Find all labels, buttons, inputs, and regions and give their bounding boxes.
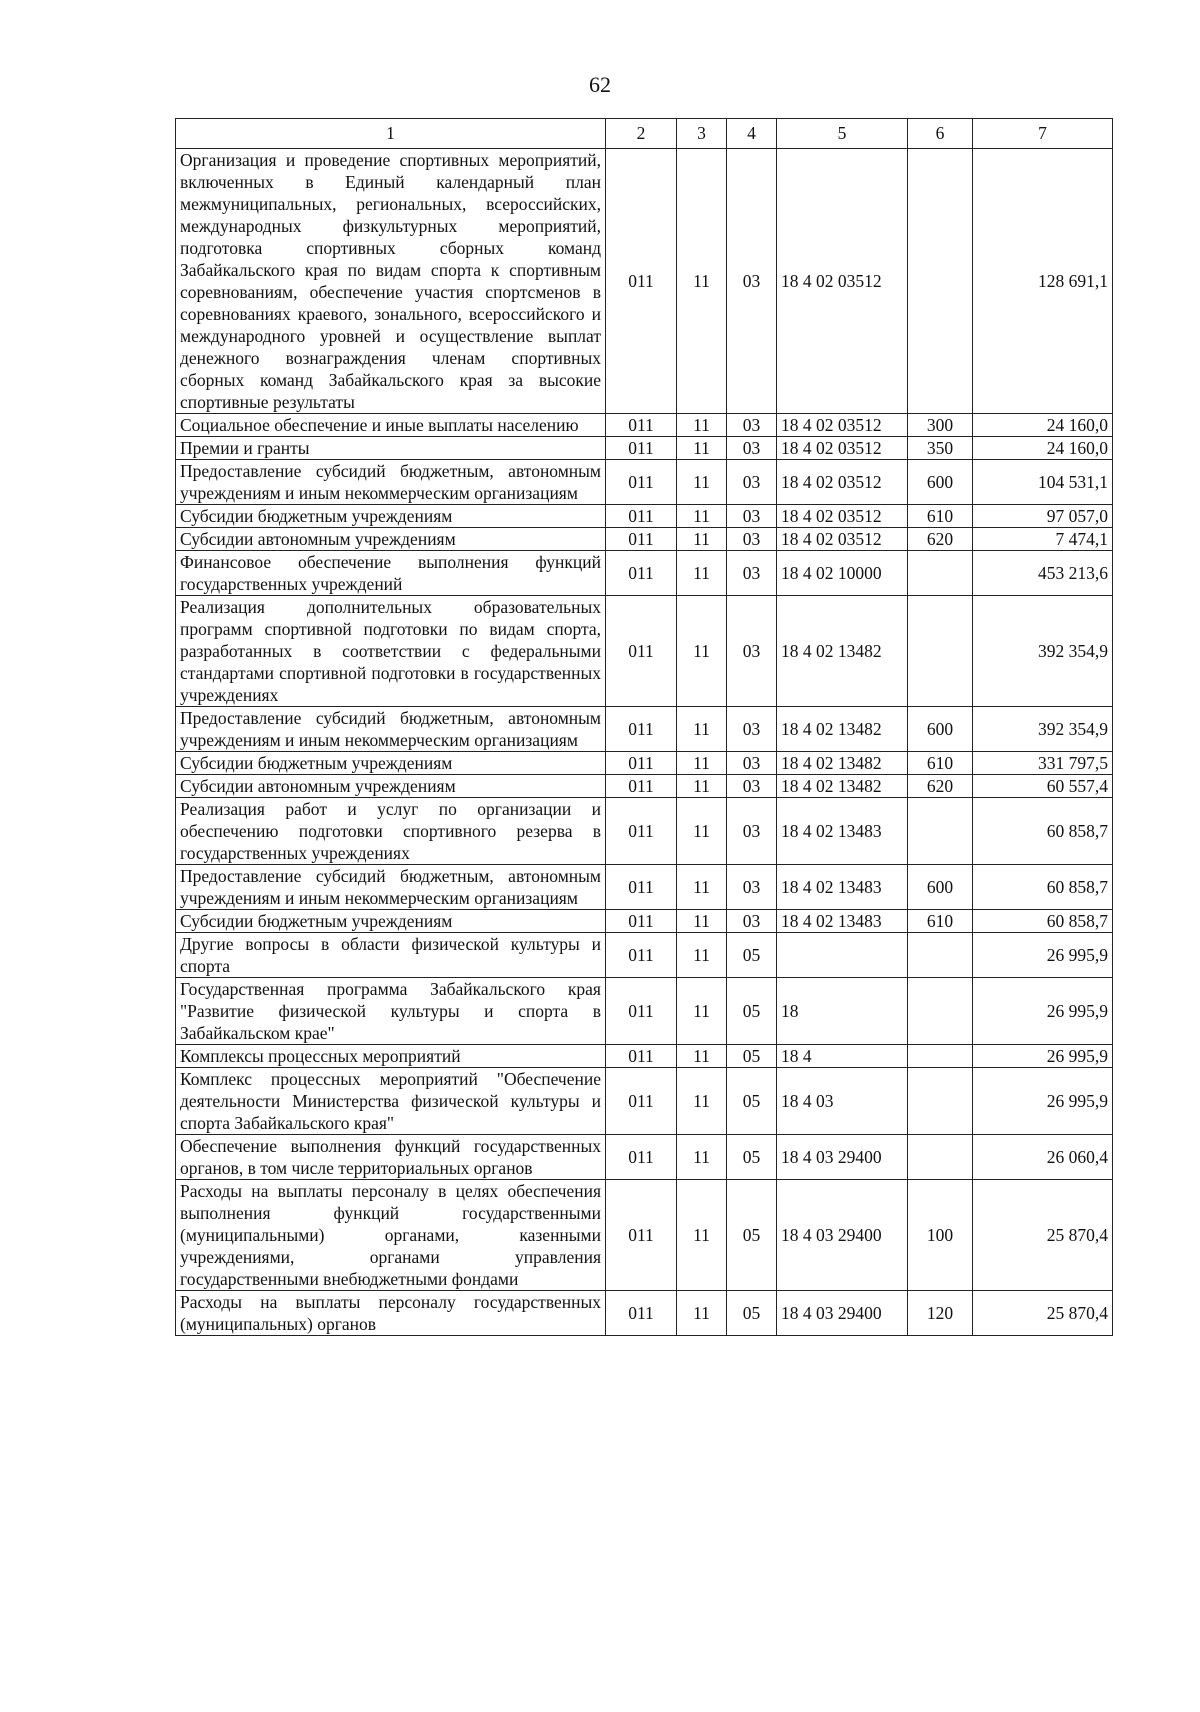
row-amount: 104 531,1 xyxy=(973,460,1113,505)
row-description: Социальное обеспечение и иные выплаты населению xyxy=(176,414,606,437)
row-description: Реализация дополнительных образовательных программ спортивной подготовки по видам спорта, разработанных в соответствии с федеральными стандартами спортивной подготовки в государственных учреждениях xyxy=(176,596,606,707)
row-section-code: 11 xyxy=(677,414,727,437)
row-description: Расходы на выплаты персоналу в целях обеспечения выполнения функций государственными (муниципальными) органами, казенными учреждениями, органами управления государственными внебюджетными фондами xyxy=(176,1180,606,1291)
row-description: Субсидии автономным учреждениям xyxy=(176,528,606,551)
row-description: Субсидии автономным учреждениям xyxy=(176,775,606,798)
row-amount: 60 858,7 xyxy=(973,865,1113,910)
row-target-article: 18 4 03 xyxy=(777,1068,908,1135)
row-subsection-code: 05 xyxy=(727,978,777,1045)
row-description: Реализация работ и услуг по организации и обеспечению подготовки спортивного резерва в государственных учреждениях xyxy=(176,798,606,865)
row-section-code: 11 xyxy=(677,1068,727,1135)
header-cell: 1 xyxy=(176,119,606,149)
row-target-article: 18 4 02 10000 xyxy=(777,551,908,596)
row-ministry-code: 011 xyxy=(606,798,677,865)
row-target-article: 18 4 02 03512 xyxy=(777,460,908,505)
row-target-article: 18 4 02 03512 xyxy=(777,437,908,460)
table-row xyxy=(176,1135,1113,1180)
table-row xyxy=(176,437,1113,460)
row-ministry-code: 011 xyxy=(606,528,677,551)
table-row xyxy=(176,707,1113,752)
row-subsection-code: 03 xyxy=(727,910,777,933)
row-expense-type xyxy=(908,978,973,1045)
row-expense-type: 610 xyxy=(908,910,973,933)
row-ministry-code: 011 xyxy=(606,933,677,978)
row-subsection-code: 03 xyxy=(727,528,777,551)
row-description: Комплекс процессных мероприятий "Обеспечение деятельности Министерства физической культуры и спорта Забайкальского края" xyxy=(176,1068,606,1135)
row-amount: 26 995,9 xyxy=(973,978,1113,1045)
row-amount: 60 858,7 xyxy=(973,910,1113,933)
row-expense-type: 100 xyxy=(908,1180,973,1291)
row-amount: 60 557,4 xyxy=(973,775,1113,798)
table-row xyxy=(176,149,1113,414)
row-amount: 128 691,1 xyxy=(973,149,1113,414)
header-cell: 7 xyxy=(973,119,1113,149)
row-target-article: 18 xyxy=(777,978,908,1045)
row-target-article: 18 4 02 13483 xyxy=(777,798,908,865)
row-description: Премии и гранты xyxy=(176,437,606,460)
row-section-code: 11 xyxy=(677,551,727,596)
row-target-article: 18 4 02 13482 xyxy=(777,707,908,752)
row-description: Предоставление субсидий бюджетным, автономным учреждениям и иным некоммерческим организациям xyxy=(176,865,606,910)
row-section-code: 11 xyxy=(677,1180,727,1291)
row-amount: 24 160,0 xyxy=(973,437,1113,460)
row-amount: 26 995,9 xyxy=(973,933,1113,978)
table-row xyxy=(176,505,1113,528)
row-ministry-code: 011 xyxy=(606,437,677,460)
row-section-code: 11 xyxy=(677,1045,727,1068)
row-expense-type xyxy=(908,933,973,978)
row-subsection-code: 03 xyxy=(727,596,777,707)
table-row xyxy=(176,1291,1113,1336)
row-amount: 453 213,6 xyxy=(973,551,1113,596)
row-section-code: 11 xyxy=(677,933,727,978)
row-expense-type xyxy=(908,1045,973,1068)
row-expense-type xyxy=(908,798,973,865)
table-row xyxy=(176,460,1113,505)
header-cell: 6 xyxy=(908,119,973,149)
row-amount: 25 870,4 xyxy=(973,1180,1113,1291)
row-section-code: 11 xyxy=(677,865,727,910)
row-target-article: 18 4 02 13482 xyxy=(777,775,908,798)
row-target-article: 18 4 02 03512 xyxy=(777,414,908,437)
row-description: Обеспечение выполнения функций государственных органов, в том числе территориальных органов xyxy=(176,1135,606,1180)
row-ministry-code: 011 xyxy=(606,460,677,505)
row-target-article: 18 4 02 13482 xyxy=(777,596,908,707)
row-subsection-code: 03 xyxy=(727,460,777,505)
row-ministry-code: 011 xyxy=(606,414,677,437)
row-section-code: 11 xyxy=(677,752,727,775)
table-row xyxy=(176,528,1113,551)
row-description: Субсидии бюджетным учреждениям xyxy=(176,752,606,775)
table-row xyxy=(176,798,1113,865)
row-target-article: 18 4 02 03512 xyxy=(777,149,908,414)
row-section-code: 11 xyxy=(677,1291,727,1336)
row-target-article: 18 4 03 29400 xyxy=(777,1180,908,1291)
row-amount: 25 870,4 xyxy=(973,1291,1113,1336)
row-ministry-code: 011 xyxy=(606,1045,677,1068)
row-ministry-code: 011 xyxy=(606,1180,677,1291)
row-expense-type: 120 xyxy=(908,1291,973,1336)
row-expense-type xyxy=(908,1135,973,1180)
row-description: Государственная программа Забайкальского края "Развитие физической культуры и спорта в Забайкальском крае" xyxy=(176,978,606,1045)
row-target-article: 18 4 02 03512 xyxy=(777,528,908,551)
row-description: Финансовое обеспечение выполнения функций государственных учреждений xyxy=(176,551,606,596)
header-cell: 4 xyxy=(727,119,777,149)
table-row xyxy=(176,775,1113,798)
row-ministry-code: 011 xyxy=(606,551,677,596)
table-row xyxy=(176,1068,1113,1135)
row-subsection-code: 03 xyxy=(727,551,777,596)
row-section-code: 11 xyxy=(677,798,727,865)
row-subsection-code: 05 xyxy=(727,1291,777,1336)
row-description: Субсидии бюджетным учреждениям xyxy=(176,910,606,933)
row-subsection-code: 03 xyxy=(727,149,777,414)
row-expense-type: 300 xyxy=(908,414,973,437)
row-amount: 97 057,0 xyxy=(973,505,1113,528)
row-amount: 26 060,4 xyxy=(973,1135,1113,1180)
table-row xyxy=(176,1180,1113,1291)
row-expense-type: 600 xyxy=(908,865,973,910)
row-description: Предоставление субсидий бюджетным, автономным учреждениям и иным некоммерческим организациям xyxy=(176,707,606,752)
row-section-code: 11 xyxy=(677,528,727,551)
row-subsection-code: 05 xyxy=(727,1068,777,1135)
row-expense-type xyxy=(908,596,973,707)
row-ministry-code: 011 xyxy=(606,1068,677,1135)
header-cell: 3 xyxy=(677,119,727,149)
row-target-article: 18 4 02 13482 xyxy=(777,752,908,775)
row-ministry-code: 011 xyxy=(606,505,677,528)
row-ministry-code: 011 xyxy=(606,1291,677,1336)
row-expense-type: 600 xyxy=(908,707,973,752)
table-row xyxy=(176,910,1113,933)
row-section-code: 11 xyxy=(677,910,727,933)
row-target-article xyxy=(777,933,908,978)
row-description: Расходы на выплаты персоналу государственных (муниципальных) органов xyxy=(176,1291,606,1336)
row-ministry-code: 011 xyxy=(606,978,677,1045)
row-ministry-code: 011 xyxy=(606,865,677,910)
row-section-code: 11 xyxy=(677,596,727,707)
table-row xyxy=(176,1045,1113,1068)
row-expense-type: 620 xyxy=(908,775,973,798)
row-expense-type: 610 xyxy=(908,752,973,775)
row-subsection-code: 05 xyxy=(727,1045,777,1068)
row-section-code: 11 xyxy=(677,978,727,1045)
row-target-article: 18 4 xyxy=(777,1045,908,1068)
row-amount: 26 995,9 xyxy=(973,1045,1113,1068)
row-subsection-code: 03 xyxy=(727,752,777,775)
row-ministry-code: 011 xyxy=(606,1135,677,1180)
row-description: Организация и проведение спортивных мероприятий, включенных в Единый календарный план межмуниципальных, региональных, всероссийских, международных физкультурных мероприятий, подготовка спортивных сборных команд Забайкальского края по видам спорта к спортивным соревнованиям, обеспечение участия спортсменов в соревнованиях краевого, зонального, всероссийского и международного уровней и осуществление выплат денежного вознаграждения членам спортивных сборных команд Забайкальского края за высокие спортивные результаты xyxy=(176,149,606,414)
row-subsection-code: 05 xyxy=(727,1180,777,1291)
table-row xyxy=(176,551,1113,596)
row-expense-type: 620 xyxy=(908,528,973,551)
row-expense-type: 350 xyxy=(908,437,973,460)
row-subsection-code: 03 xyxy=(727,505,777,528)
row-ministry-code: 011 xyxy=(606,596,677,707)
row-section-code: 11 xyxy=(677,1135,727,1180)
row-ministry-code: 011 xyxy=(606,149,677,414)
row-target-article: 18 4 03 29400 xyxy=(777,1291,908,1336)
page-number: 62 xyxy=(589,72,611,97)
row-expense-type: 610 xyxy=(908,505,973,528)
row-amount: 392 354,9 xyxy=(973,707,1113,752)
row-section-code: 11 xyxy=(677,775,727,798)
row-expense-type xyxy=(908,551,973,596)
row-description: Другие вопросы в области физической культуры и спорта xyxy=(176,933,606,978)
row-expense-type xyxy=(908,1068,973,1135)
row-section-code: 11 xyxy=(677,505,727,528)
header-cell: 5 xyxy=(777,119,908,149)
row-ministry-code: 011 xyxy=(606,752,677,775)
row-amount: 331 797,5 xyxy=(973,752,1113,775)
row-target-article: 18 4 02 13483 xyxy=(777,865,908,910)
row-amount: 24 160,0 xyxy=(973,414,1113,437)
row-amount: 60 858,7 xyxy=(973,798,1113,865)
row-subsection-code: 05 xyxy=(727,1135,777,1180)
table-row xyxy=(176,752,1113,775)
row-subsection-code: 03 xyxy=(727,798,777,865)
row-subsection-code: 03 xyxy=(727,414,777,437)
header-cell: 2 xyxy=(606,119,677,149)
budget-table xyxy=(175,118,1113,1336)
row-target-article: 18 4 02 03512 xyxy=(777,505,908,528)
row-description: Субсидии бюджетным учреждениям xyxy=(176,505,606,528)
table-row xyxy=(176,414,1113,437)
row-section-code: 11 xyxy=(677,437,727,460)
table-row xyxy=(176,933,1113,978)
row-target-article: 18 4 02 13483 xyxy=(777,910,908,933)
row-subsection-code: 03 xyxy=(727,707,777,752)
row-description: Комплексы процессных мероприятий xyxy=(176,1045,606,1068)
row-description: Предоставление субсидий бюджетным, автономным учреждениям и иным некоммерческим организациям xyxy=(176,460,606,505)
row-subsection-code: 03 xyxy=(727,437,777,460)
row-section-code: 11 xyxy=(677,149,727,414)
header-row xyxy=(176,119,1113,149)
row-subsection-code: 03 xyxy=(727,865,777,910)
table-row xyxy=(176,596,1113,707)
row-ministry-code: 011 xyxy=(606,910,677,933)
row-ministry-code: 011 xyxy=(606,775,677,798)
table-row xyxy=(176,865,1113,910)
row-target-article: 18 4 03 29400 xyxy=(777,1135,908,1180)
row-amount: 392 354,9 xyxy=(973,596,1113,707)
row-subsection-code: 05 xyxy=(727,933,777,978)
row-amount: 26 995,9 xyxy=(973,1068,1113,1135)
row-subsection-code: 03 xyxy=(727,775,777,798)
row-expense-type xyxy=(908,149,973,414)
table-row xyxy=(176,978,1113,1045)
row-ministry-code: 011 xyxy=(606,707,677,752)
row-section-code: 11 xyxy=(677,460,727,505)
row-amount: 7 474,1 xyxy=(973,528,1113,551)
row-section-code: 11 xyxy=(677,707,727,752)
row-expense-type: 600 xyxy=(908,460,973,505)
